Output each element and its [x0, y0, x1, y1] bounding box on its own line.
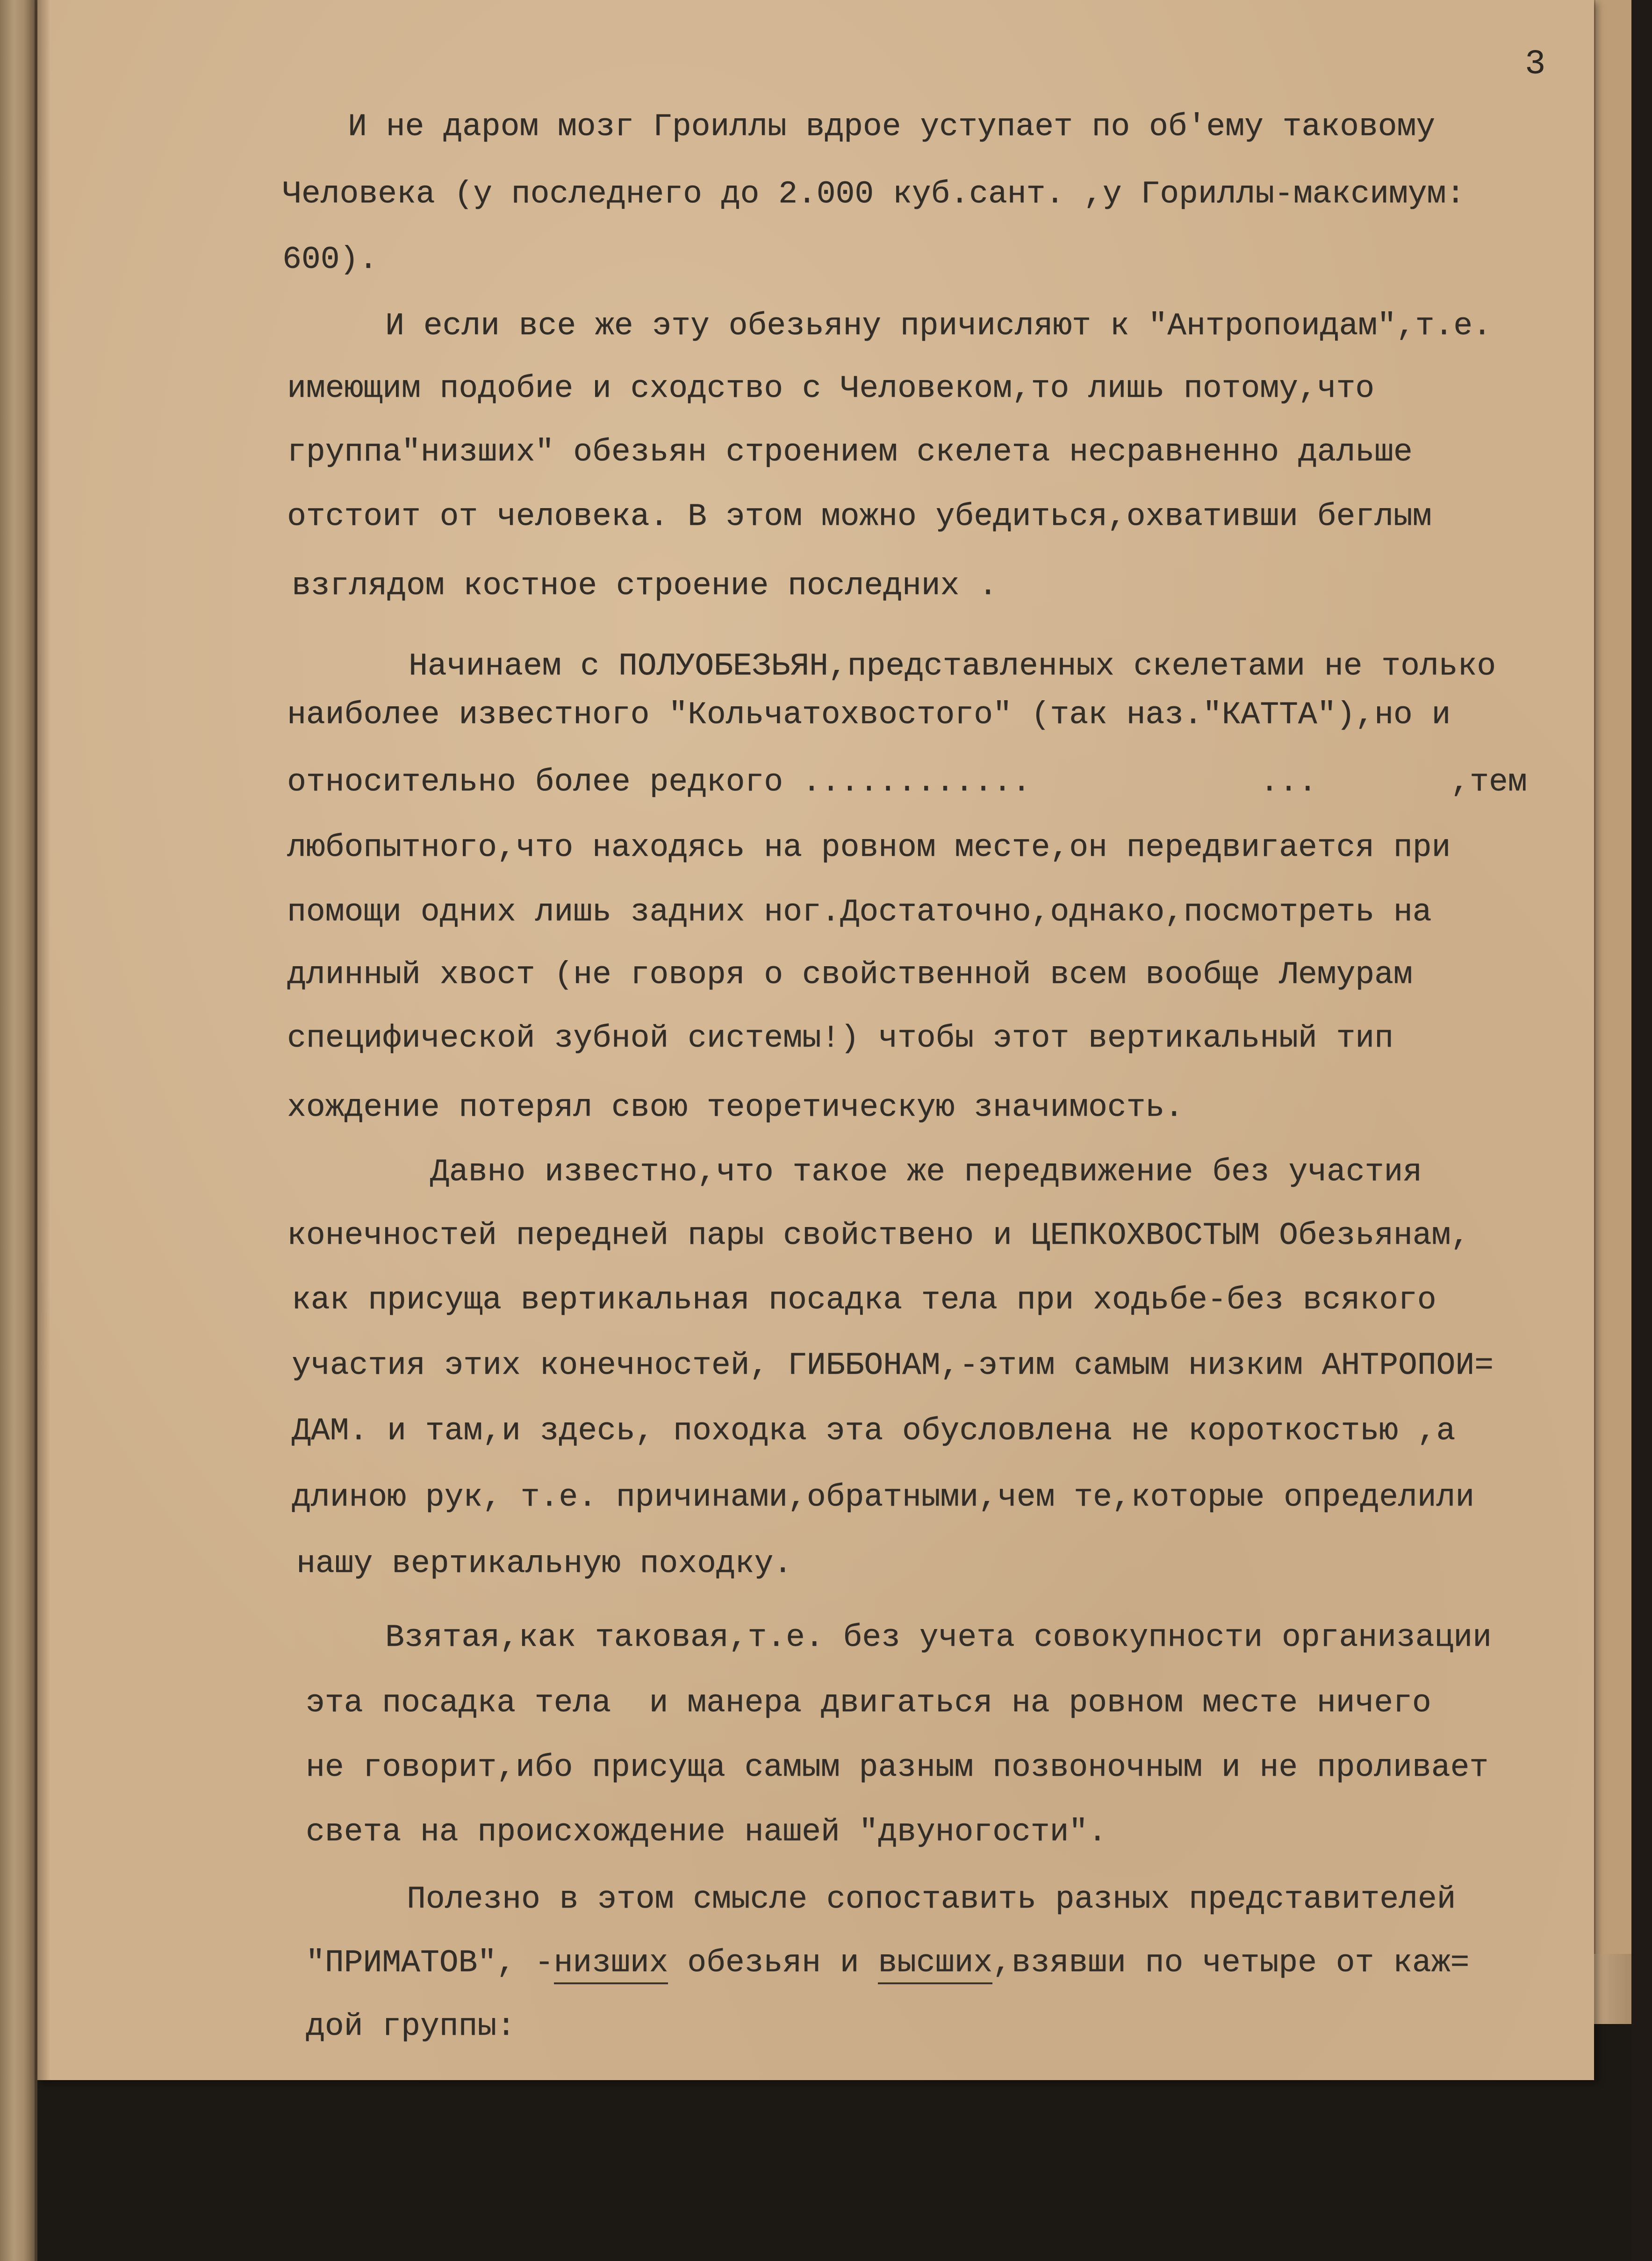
text-line: ДАМ. и там,и здесь, походка эта обусловлена не короткостью ,а: [292, 1413, 1456, 1449]
text-line: участия этих конечностей, ГИББОНАМ,-этим самым низким АНТРОПОИ=: [292, 1348, 1494, 1384]
page-number: 3: [1525, 45, 1546, 84]
underlined-word-lower: низших: [554, 1945, 668, 1984]
text-line: взглядом костное строение последних .: [292, 568, 998, 604]
text-line: Давно известно,что такое же передвижение без участия: [430, 1154, 1422, 1190]
underlying-sheet-edge-2: [1594, 0, 1633, 1954]
text-line: длинный хвост (не говоря о свойственной всем вообще Лемурам: [287, 957, 1413, 993]
text-line: относительно более редкого ............ ... ,тем: [287, 764, 1527, 800]
text-line-mixed: [306, 1947, 1469, 1979]
text-line: специфической зубной системы!) чтобы этот вертикальный тип: [287, 1020, 1393, 1056]
text-fragment: ,взявши по четыре от каж=: [992, 1945, 1470, 1981]
text-line: отстоит от человека. В этом можно убедиться,охвативши беглым: [287, 499, 1432, 535]
text-line: наиболее известного "Кольчатохвостого" (так наз."КАТТА"),но и: [287, 697, 1451, 733]
text-fragment: обезьян и: [668, 1945, 878, 1981]
text-line: Человека (у последнего до 2.000 куб.сант. ,у Гориллы-максимум:: [282, 176, 1465, 212]
text-line: Начинаем с ПОЛУОБЕЗЬЯН,представленных скелетами не только: [409, 648, 1496, 684]
text-line: света на происхождение нашей "двуногости".: [306, 1814, 1107, 1850]
text-line: Взятая,как таковая,т.е. без учета совокупности организации: [385, 1620, 1492, 1656]
page-body: [37, 0, 1594, 2080]
folder-left-edge: [0, 0, 35, 2261]
text-line: помощи одних лишь задних ног.Достаточно,однако,посмотреть на: [287, 894, 1432, 930]
text-fragment: "ПРИМАТОВ", -: [306, 1945, 554, 1981]
scan-background-right: [1631, 0, 1652, 2261]
underlined-word-higher: высших: [878, 1945, 992, 1984]
text-line: конечностей передней пары свойствено и ЦЕПКОХВОСТЫМ Обезьянам,: [287, 1218, 1470, 1254]
text-line: не говорит,ибо присуща самым разным позвоночным и не проливает: [306, 1750, 1489, 1786]
text-line: 600).: [282, 242, 378, 278]
text-line: имеющим подобие и сходство с Человеком,то лишь потому,что: [287, 371, 1374, 407]
text-line: И не даром мозг Гроиллы вдрое уступает по об'ему таковому: [348, 109, 1435, 145]
text-line: хождение потерял свою теоретическую значимость.: [287, 1090, 1184, 1126]
text-line: нашу вертикальную походку.: [296, 1546, 792, 1582]
text-line: группа"низших" обезьян строением скелета несравненно дальше: [287, 434, 1413, 470]
typewritten-page: [37, 0, 1594, 2080]
text-line: как присуща вертикальная посадка тела при ходьбе-без всякого: [292, 1282, 1437, 1318]
text-line: Полезно в этом смысле сопоставить разных представителей: [407, 1881, 1456, 1917]
text-line: длиною рук, т.е. причинами,обратными,чем те,которые определили: [292, 1479, 1475, 1515]
text-line: эта посадка тела и манера двигаться на ровном месте ничего: [306, 1685, 1431, 1721]
text-line: дой группы:: [306, 2009, 516, 2045]
text-line: любопытного,что находясь на ровном месте,он передвигается при: [287, 830, 1451, 866]
text-line: И если все же эту обезьяну причисляют к "Антропоидам",т.е.: [385, 308, 1492, 344]
